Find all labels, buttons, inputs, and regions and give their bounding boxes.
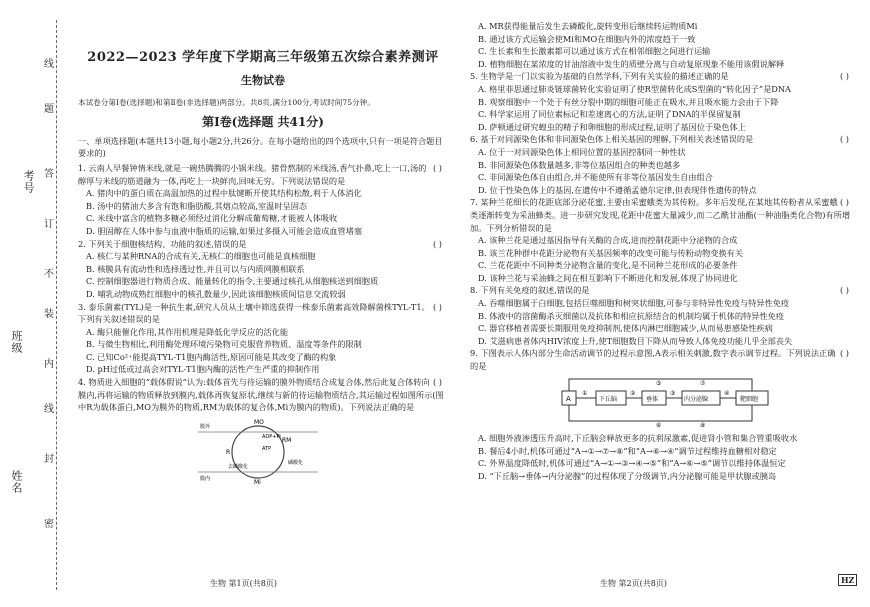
seal-char: 内 bbox=[44, 359, 54, 370]
option: D. 植物细胞在某浓度的甘油溶液中发生的质壁分离与自动复原现象不能用该假说解释 bbox=[478, 58, 785, 69]
class-label: 班级 bbox=[10, 330, 23, 354]
question-5: ( ) 5. 生物学是一门以实验为基础的自然学科,下列有关实验的描述正确的是 bbox=[470, 71, 849, 82]
diagram-label: ⑤ bbox=[656, 379, 662, 387]
option: A. MR获得能量后发生去磷酸化,旋转变形后继续转运物质Mi bbox=[478, 21, 698, 31]
option: C. 器官移植者需要长期服用免疫抑制剂,使体内淋巴细胞减少,从而易患感染性疾病 bbox=[478, 323, 773, 334]
seal-char: 订 bbox=[44, 219, 54, 230]
paper-code-badge: HZ bbox=[838, 574, 857, 586]
diagram-label: 磷酸化 bbox=[288, 459, 304, 466]
diagram-label: ADP+Pi bbox=[262, 433, 281, 440]
option: A. 酶只能催化作用,其作用机理是降低化学反应的活化能 bbox=[86, 326, 289, 337]
option: A. 猪肉中的蛋白质在高温加热的过程中肽键断开使其结构松散,利于人体消化 bbox=[86, 188, 362, 199]
option: D. 胆固醇在人体中参与血液中脂质的运输,如果过多摄入可能会造成血管堵塞 bbox=[86, 225, 363, 236]
answer-paren: ( ) bbox=[840, 285, 849, 296]
option: D. 哺乳动物成熟红细胞中的核孔数量少,因此该细胞核质间信息交流较弱 bbox=[86, 288, 346, 299]
diagram-label: ⑥ bbox=[656, 421, 662, 429]
option: C. 外界温度降低时,机体可通过“A→①→③→④→⑤”和“A→⑥→⑤”调节以维持体温恒定 bbox=[478, 458, 786, 469]
seal-char: 题 bbox=[44, 104, 54, 115]
seal-char: 答 bbox=[44, 169, 54, 180]
seal-char: 线 bbox=[44, 59, 54, 70]
binding-margin bbox=[0, 0, 62, 607]
question-2: ( ) 2. 下列关于细胞核结构、功能的叙述,错误的是 bbox=[78, 238, 442, 249]
answer-paren: ( ) bbox=[433, 301, 442, 312]
exam-no-label: 考号 bbox=[22, 170, 35, 194]
seal-char: 密 bbox=[44, 519, 54, 530]
option: B. 非同源染色体数量越多,非等位基因组合的种类也越多 bbox=[478, 159, 681, 170]
diagram-label: MO bbox=[254, 418, 264, 426]
subject-title: 生物试卷 bbox=[241, 73, 285, 87]
answer-paren: ( ) bbox=[433, 377, 442, 388]
option: B. 与微生物相比,利用酶处理环境污染物可克服营养物质、温度等条件的限制 bbox=[86, 339, 362, 350]
option: C. 非同源染色体自由组合,并不能使所有非等位基因发生自由组合 bbox=[478, 172, 713, 183]
carrier-diagram bbox=[198, 414, 318, 486]
seal-char: 不 bbox=[44, 269, 54, 280]
seal-char: 封 bbox=[44, 454, 54, 465]
diagram-label: ② bbox=[630, 389, 636, 397]
left-page bbox=[78, 50, 448, 489]
option: B. 观察细胞中一个处于有丝分裂中期的细胞可能正在吸水,并且吸水能力会由于下降 bbox=[478, 96, 779, 107]
part-heading: 第Ⅰ卷(选择题 共41分) bbox=[202, 115, 324, 130]
option: A. 格里菲思通过肺炎链球菌转化实验证明了使R型菌转化成S型菌的“转化因子”是DNA bbox=[478, 83, 791, 94]
question-9: ( ) 9. 下图表示人体内部分生命活动调节的过程示意图,A表示相关刺激,数字表示调节过程。下列说法正确的是 bbox=[470, 348, 849, 372]
section-instructions: 一、单项选择题(本题共13小题,每小题2分,共26分。在每小题给出的四个选项中,只有一项是符合题目要求的) bbox=[78, 135, 443, 159]
diagram-label: Mi bbox=[254, 478, 261, 486]
exam-title: 2022—2023 学年度下学期高三年级第五次综合素养测评 bbox=[87, 50, 439, 65]
name-label: 姓名 bbox=[10, 470, 23, 494]
question-1: ( ) 1. 云南人早餐钟情米线,就是一碗热腾腾的小锅米线。猪骨熬制的米线汤,香气扑鼻,吃上一口,汤的醇厚与米线的筋道融为一体,再吃上一块鲜肉,回味无穷。下列说法错误的是 bbox=[78, 162, 442, 186]
option: B. 体液中的溶菌酶杀灭细菌以及抗体和相应抗原结合的机制均属于机体的特异性免疫 bbox=[478, 310, 784, 321]
answer-paren: ( ) bbox=[840, 71, 849, 82]
option: D. 艾滋病患者体内HIV浓度上升,使T细胞数目下降从而导致人体免疫功能几乎全部丧失 bbox=[478, 335, 793, 346]
seal-char: 线 bbox=[44, 404, 54, 415]
option: B. 通过该方式运输会使Mi和MO在细胞内外的浓度趋于一致 bbox=[478, 33, 696, 44]
diagram-label: ⑧ bbox=[700, 421, 706, 429]
question-7: ( ) 7. 某种兰花细长的花距底部分泌花蜜,主要由采蜜蛾类为其传粉。多年后发现,在某地其传粉者从采蜜蛾类逐渐转变为采油蜂类。进一步研究发现,花距中花蜜大量减少,而二乙酰甘油酯(一种油脂类化合物)有所增加。下列分析错误的是 bbox=[470, 197, 851, 233]
diagram-label: 靶细胞 bbox=[740, 395, 759, 403]
diagram-label: ⑦ bbox=[700, 379, 706, 387]
seal-line bbox=[56, 20, 57, 590]
diagram-label: 膜外 bbox=[200, 423, 211, 430]
diagram-label: ATP bbox=[262, 445, 272, 452]
option: D. “下丘脑→垂体→内分泌腺”的过程体现了分级调节,内分泌腺可能是甲状腺或胰岛 bbox=[478, 471, 777, 481]
exam-notice: 本试卷分第Ⅰ卷(选择题)和第Ⅱ卷(非选择题)两部分。共8页,满分100分,考试时间75分钟。 bbox=[78, 98, 375, 108]
question-4: ( ) 4. 物质进入细胞的“载体假说”认为:载体首先与待运输的膜外物质结合成复合体,然后此复合体转向膜内,再将运输的物质释放到膜内,载体再恢复原状,继续与新的待运输物质结合,其运输过程如图所示(图中R为载体蛋白,MO为膜外的物质,RM为载体的复合体,Mi为膜内的物质)。下列说法正确的是 bbox=[78, 377, 444, 413]
left-footer: 生物 第1页(共8页) bbox=[210, 579, 277, 588]
option: A. 核仁与某种RNA的合成有关,无核仁的细胞也可能是真核细胞 bbox=[86, 251, 316, 262]
option: A. 细胞外液渗透压升高时,下丘脑会释放更多的抗利尿激素,促进肾小管和集合管重吸收水 bbox=[478, 433, 798, 444]
seal-char: 装 bbox=[44, 309, 54, 320]
diagram-label: 去磷酸化 bbox=[228, 463, 249, 470]
diagram-label: 下丘脑 bbox=[599, 395, 618, 403]
option: C. 已知Co²⁺能提高TYL-T1胞内酶活性,原因可能是其改变了酶的构象 bbox=[86, 351, 337, 362]
option: C. 控制细胞器进行物质合成、能量转化的指令,主要通过核孔从细胞核送到细胞质 bbox=[86, 276, 379, 287]
diagram-label: ③ bbox=[670, 389, 676, 397]
answer-paren: ( ) bbox=[840, 134, 849, 145]
option: D. 萨顿通过研究蝗虫的精子和卵细胞的形成过程,证明了基因位于染色体上 bbox=[478, 121, 746, 132]
answer-paren: ( ) bbox=[433, 162, 442, 173]
question-3: ( ) 3. 泰乐菌素(TYL)是一种抗生素,研究人员从土壤中筛选获得一株泰乐菌素高效降解菌株TYL-T1。下列有关叙述错误的是 bbox=[78, 301, 442, 325]
option: B. 该兰花种群中花距分泌物有关基因频率的改变可能与传粉动物变换有关 bbox=[478, 247, 744, 258]
option: A. 位于一对同源染色体上相同位置的基因控制同一种性状 bbox=[478, 146, 686, 157]
diagram-label: 膜内 bbox=[200, 475, 211, 482]
option: D. 位于性染色体上的基因,在遗传中不遵循孟德尔定律,但表现伴性遗传的特点 bbox=[478, 184, 757, 195]
question-6: ( ) 6. 基于对同源染色体和非同源染色体上相关基因的理解,下列相关表述错误的是 bbox=[470, 134, 849, 145]
right-footer: 生物 第2页(共8页) bbox=[600, 579, 667, 588]
option: C. 米线中富含的植物多糖必须经过消化分解成葡萄糖,才能被人体吸收 bbox=[86, 213, 338, 224]
diagram-label: ④ bbox=[724, 389, 730, 397]
question-8: ( ) 8. 下列有关免疫的叙述,错误的是 bbox=[470, 285, 849, 296]
answer-paren: ( ) bbox=[840, 348, 849, 359]
option: C. 生长素和生长激素都可以通过该方式在相邻细胞之间进行运输 bbox=[478, 46, 711, 57]
option: D. pH过低或过高会对TYL-T1胞内酶的活性产生严重的抑制作用 bbox=[86, 364, 320, 375]
right-page bbox=[470, 20, 855, 483]
answer-paren: ( ) bbox=[433, 238, 442, 249]
option: A. 吞噬细胞属于白细胞,包括巨噬细胞和树突状细胞,可参与非特异性免疫与特异性免疫 bbox=[478, 298, 790, 309]
diagram-label: ① bbox=[582, 389, 588, 397]
diagram-label: R bbox=[226, 448, 231, 456]
option: B. 核膜具有流动性和选择透过性,并且可以与内质网膜相联系 bbox=[86, 263, 305, 274]
diagram-label: RM bbox=[282, 436, 292, 444]
option: B. 餐后4小时,机体可通过“A→①→⑦→⑧”和“A→⑥→④”调节过程维持血糖相对稳定 bbox=[478, 445, 777, 456]
diagram-label: A bbox=[566, 394, 571, 403]
option: B. 汤中的猪油大多含有饱和脂肪酸,其熔点较高,室温时呈固态 bbox=[86, 200, 308, 211]
answer-paren: ( ) bbox=[840, 197, 849, 208]
diagram-label: 内分泌腺 bbox=[684, 395, 709, 403]
option: C. 兰花花距中不同种类分泌物含量的变化,是不同种兰花形成的必要条件 bbox=[478, 260, 738, 271]
option: A. 该种兰花是通过基因指导有关酶的合成,进而控制花距中分泌物的合成 bbox=[478, 235, 738, 246]
regulation-diagram bbox=[560, 373, 780, 429]
diagram-label: 垂体 bbox=[646, 395, 659, 403]
option: D. 该种兰花与采油蜂之间在相互影响下不断进化和发展,体现了协同进化 bbox=[478, 272, 738, 283]
option: C. 科学家运用了同位素标记和差速离心的方法,证明了DNA的半保留复制 bbox=[478, 109, 741, 120]
